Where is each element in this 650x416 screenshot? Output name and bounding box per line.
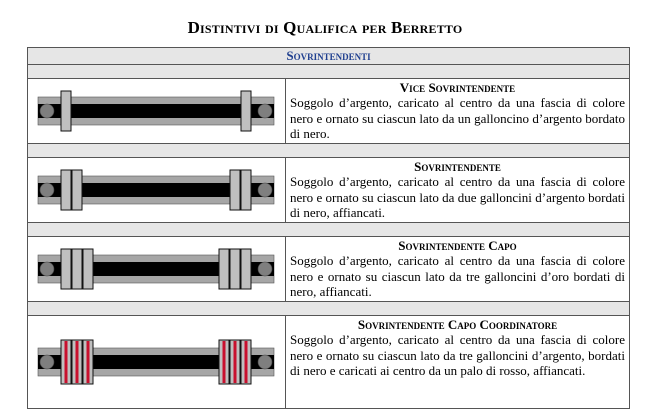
section-header: Sovrintendenti: [28, 48, 629, 65]
red-stripe: [223, 341, 226, 383]
cap-strap-insignia: [28, 158, 286, 222]
strap-button: [258, 262, 272, 276]
galloon: [241, 249, 251, 289]
galloon: [72, 249, 82, 289]
strap-button: [258, 104, 272, 118]
galloon: [83, 249, 93, 289]
insignia-image-cell: [28, 316, 286, 408]
rank-row-1: [28, 158, 629, 223]
galloon: [219, 249, 229, 289]
red-stripe: [87, 341, 90, 383]
galloon: [241, 170, 251, 210]
black-center-band: [38, 104, 274, 118]
galloon: [72, 170, 82, 210]
strap-button: [40, 183, 54, 197]
rank-row-3: [28, 316, 629, 408]
strap-button: [40, 262, 54, 276]
cap-strap-insignia: [28, 237, 286, 301]
strap-button: [258, 355, 272, 369]
insignia-image-cell: [28, 237, 286, 301]
strap-button: [40, 355, 54, 369]
row-spacer: [28, 302, 629, 316]
insignia-image-cell: [28, 79, 286, 143]
cap-strap-insignia: [28, 316, 286, 408]
red-stripe: [234, 341, 237, 383]
strap-button: [40, 104, 54, 118]
rank-description: Soggolo d’argento, caricato al centro da una fascia di colore nero e ornato su ciascun lato da tre galloncini d’oro bordati di nero, affiancati.: [290, 253, 625, 300]
red-stripe: [76, 341, 79, 383]
galloon: [230, 249, 240, 289]
rank-row-2: [28, 237, 629, 302]
row-spacer: [28, 65, 629, 79]
rank-name: Sovrintendente Capo Coordinatore: [357, 317, 558, 332]
galloon: [61, 91, 71, 131]
rank-row-0: [28, 79, 629, 144]
page-title: Distintivi di Qualifica per Berretto: [187, 18, 463, 37]
row-spacer: [28, 223, 629, 237]
galloon: [61, 170, 71, 210]
insignia-table: [27, 47, 630, 409]
cap-strap-insignia: [28, 79, 286, 143]
insignia-image-cell: [28, 158, 286, 222]
rank-name: Sovrintendente: [414, 159, 501, 174]
rank-name: Vice Sovrintendente: [399, 80, 516, 95]
galloon: [61, 249, 71, 289]
rank-name: Sovrintendente Capo: [398, 238, 517, 253]
red-stripe: [65, 341, 68, 383]
red-stripe: [245, 341, 248, 383]
strap-button: [258, 183, 272, 197]
row-spacer: [28, 144, 629, 158]
galloon: [241, 91, 251, 131]
rank-description: Soggolo d’argento, caricato al centro da una fascia di colore nero e ornato su ciascun lato da un galloncino d’argento bordato di nero.: [290, 95, 625, 142]
rank-description: Soggolo d’argento, caricato al centro da una fascia di colore nero e ornato su ciascun lato da tre galloncini d’argento, bordati di nero e caricati ai centro da un palo di rosso, affiancati.: [290, 332, 625, 379]
galloon: [230, 170, 240, 210]
rank-description: Soggolo d’argento, caricato al centro da una fascia di colore nero e ornato su ciascun lato da due galloncini d’argento bordati di nero, affiancati.: [290, 174, 625, 221]
